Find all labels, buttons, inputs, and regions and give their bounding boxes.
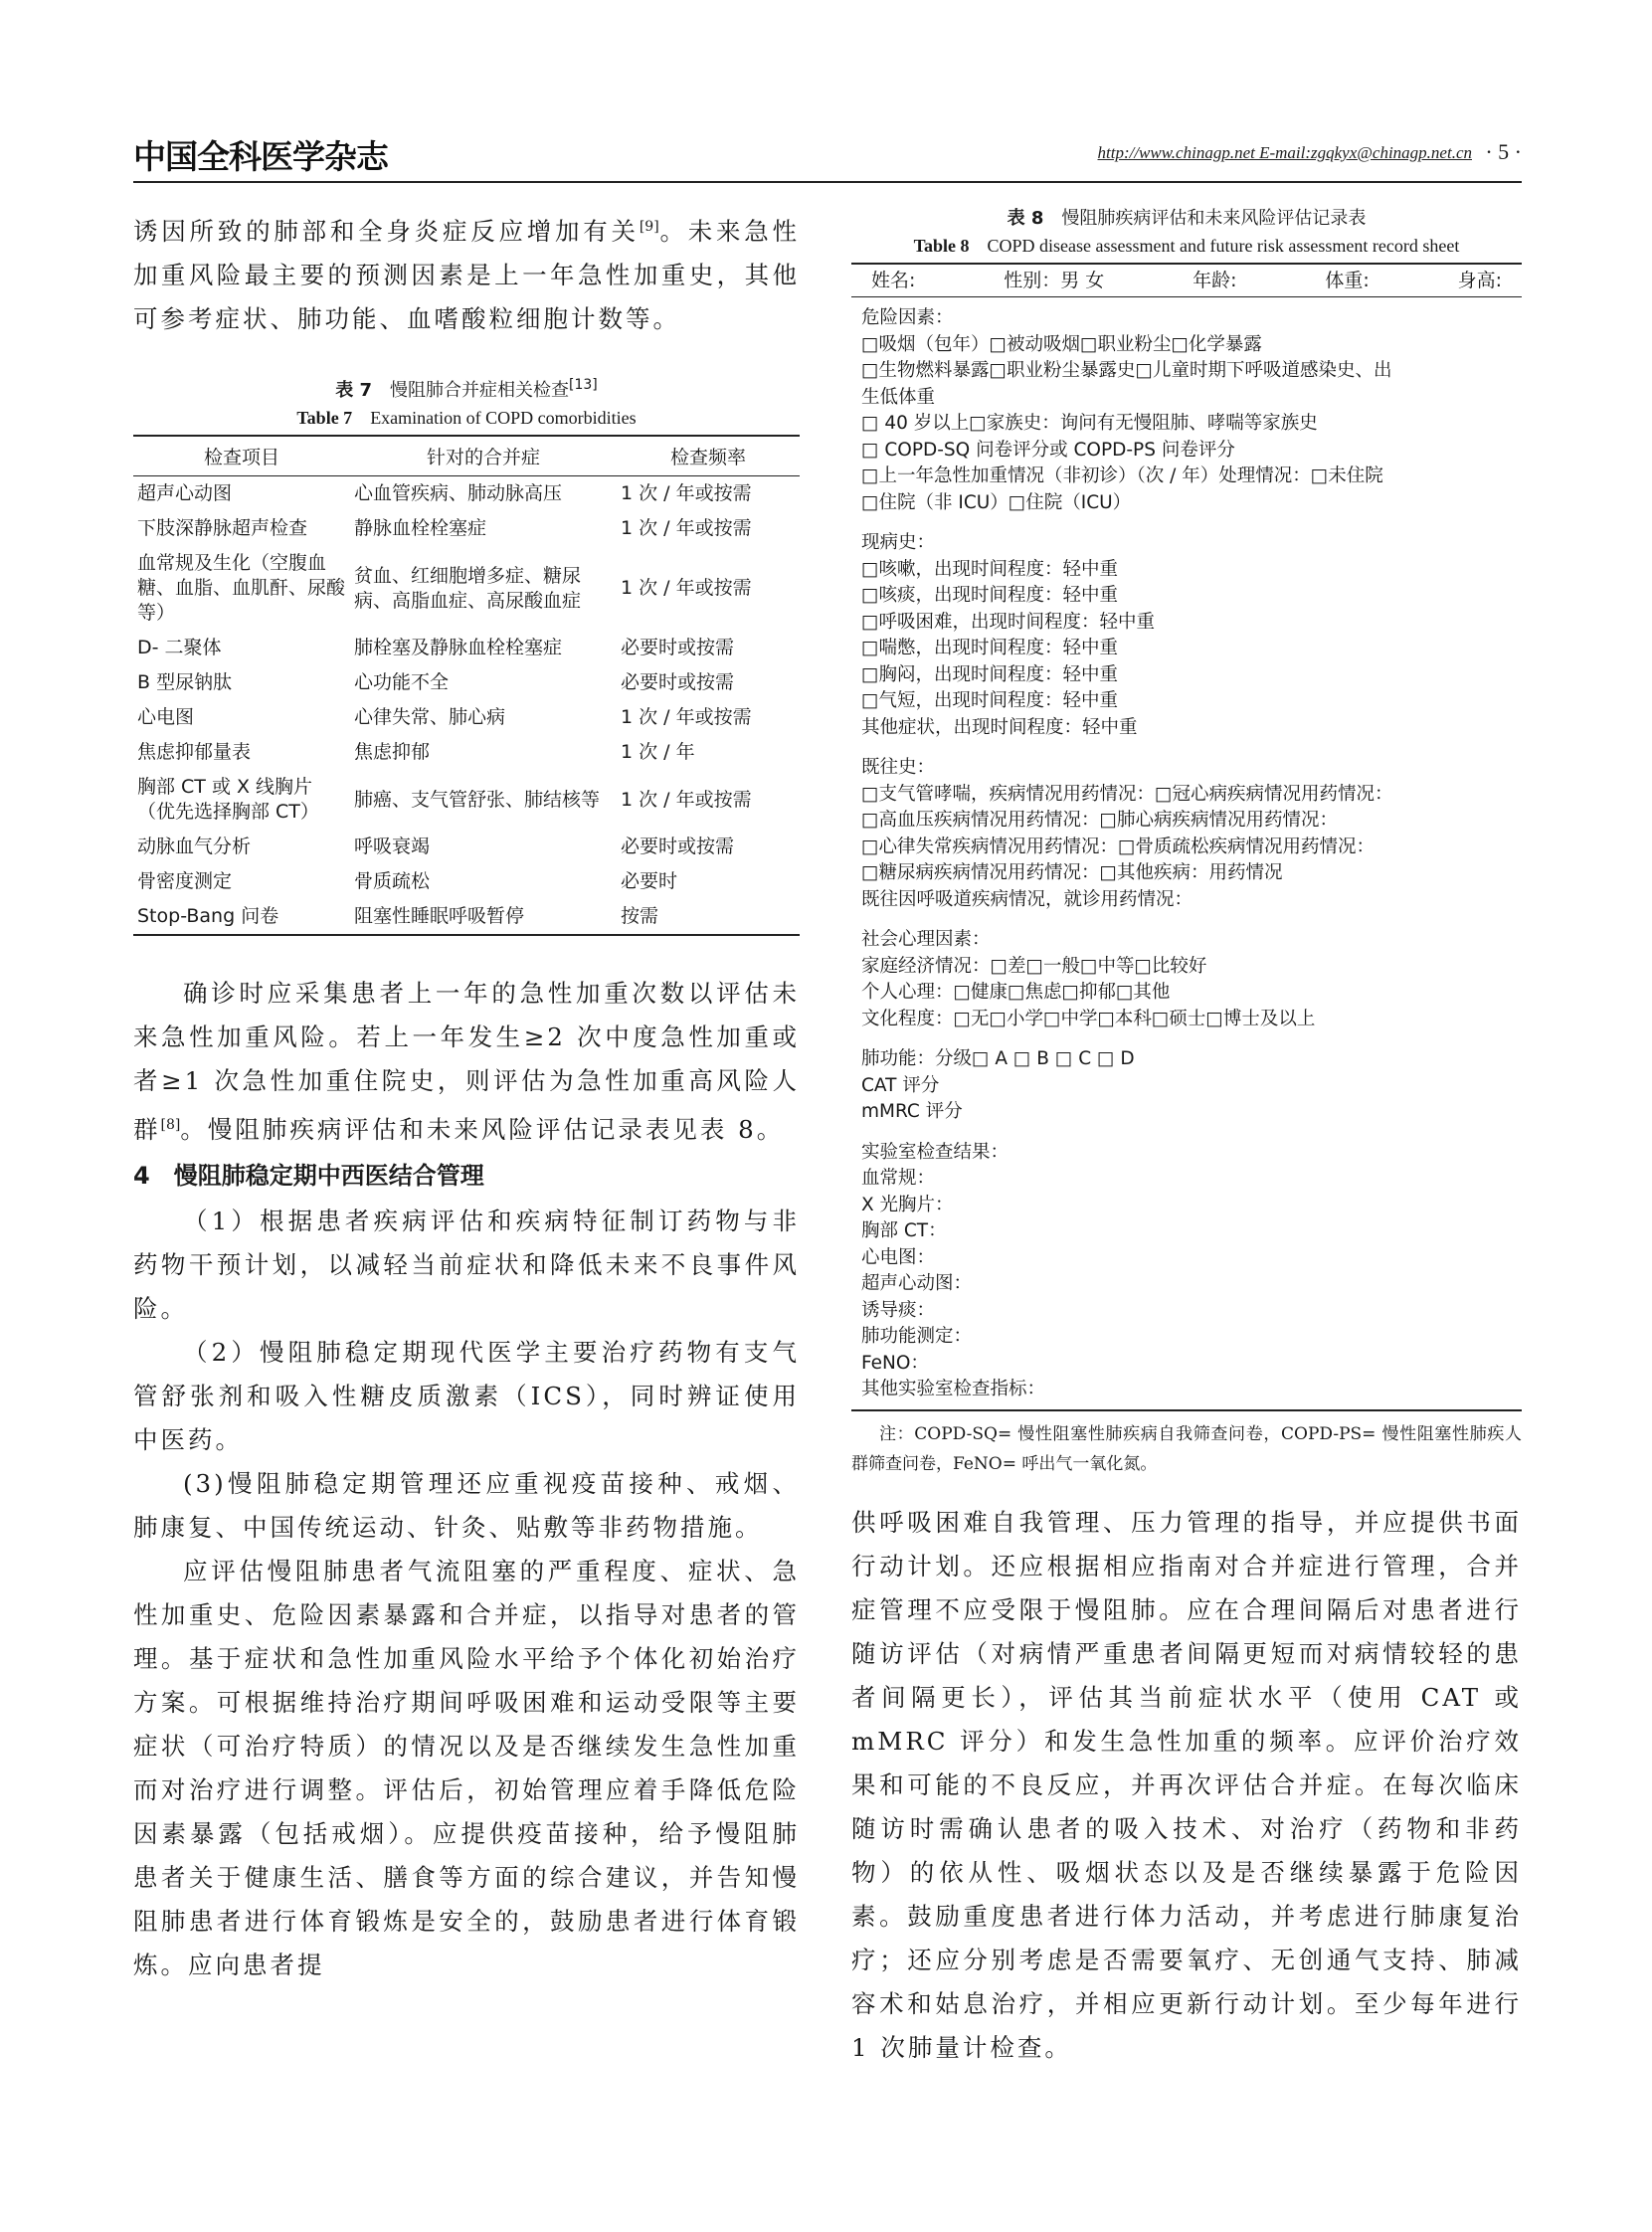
record-line: □咳痰，出现时间程度：轻中重	[861, 585, 1118, 606]
table-cell: 阻塞性睡眠呼吸暂停	[350, 899, 617, 935]
header-rule	[133, 181, 1522, 183]
table-row	[133, 631, 800, 665]
record-line: □糖尿病疾病情况用药情况：□其他疾病：用药情况	[861, 862, 1283, 883]
right-column	[851, 205, 1522, 2070]
record-line: 胸部 CT：	[861, 1220, 947, 1241]
group-title: 既往史：	[861, 757, 936, 778]
record-line: □喘憋，出现时间程度：轻中重	[861, 638, 1118, 658]
table-cell: 必要时	[621, 870, 678, 893]
table7-header: 检查频率	[617, 436, 800, 476]
table-cell: 1 次 / 年	[621, 741, 695, 764]
journal-url[interactable]: http://www.chinagp.net E-mail:zgqkyx@chinagp.net.cn	[1097, 143, 1472, 162]
table8	[851, 263, 1522, 1411]
table-cell: 动脉血气分析	[137, 836, 252, 858]
record-line: 诱导痰：	[861, 1299, 936, 1321]
table7-citation: [13]	[569, 377, 598, 394]
record-line: X 光胸片：	[861, 1194, 954, 1215]
table-cell: 心律失常、肺心病	[354, 706, 506, 729]
gender-field: 性别：男 女	[1004, 270, 1105, 291]
table-row	[133, 899, 800, 935]
table-cell: 下肢深静脉超声检查	[137, 517, 308, 540]
record-line: 既往因呼吸道疾病情况，就诊用药情况：	[861, 888, 1193, 910]
record-line: □生物燃料暴露□职业粉尘暴露史□儿童时期下呼吸道感染史、出	[861, 360, 1392, 381]
group-title: 实验室检查结果：	[861, 1141, 1010, 1163]
diagnosis-paragraph	[133, 972, 800, 1152]
table8-body	[851, 297, 1522, 1411]
record-group	[861, 1046, 1512, 1126]
group-title: 危险因素：	[861, 307, 954, 328]
table8-note: 注：COPD-SQ= 慢性阻塞性肺疾病自我筛查问卷，COPD-PS= 慢性阻塞性肺疾人群筛查问卷，FeNO= 呼出气一氧化氮。	[851, 1423, 1522, 1474]
group-title: 肺功能：分级□ A □ B □ C □ D	[861, 1048, 1135, 1069]
table8-caption-cn	[851, 205, 1522, 233]
table-cell: 焦虑抑郁	[354, 741, 431, 764]
page-header	[133, 121, 1522, 181]
diagnosis-text-b: 。慢阻肺疾病评估和未来风险评估记录表见表 8。	[180, 1115, 785, 1145]
table-cell: 必要时或按需	[621, 637, 735, 659]
table-cell: Stop-Bang 问卷	[133, 899, 350, 935]
record-group	[861, 755, 1512, 913]
table-cell: 超声心动图	[137, 482, 233, 505]
table8-header-row	[851, 263, 1522, 297]
record-line: □吸烟（包年）□被动吸烟□职业粉尘□化学暴露	[861, 333, 1262, 355]
table-cell: 按需	[617, 899, 800, 935]
table-cell: 骨密度测定	[137, 870, 233, 893]
table-cell: 胸部 CT 或 X 线胸片（优先选择胸部 CT）	[137, 776, 319, 824]
table7-title-en: Examination of COPD comorbidities	[370, 408, 637, 429]
table-row	[133, 546, 800, 631]
record-line: 个人心理：□健康□焦虑□抑郁□其他	[861, 982, 1171, 1003]
record-line: mMRC 评分	[861, 1101, 963, 1122]
record-line: □支气管哮喘，疾病情况用药情况：□冠心病疾病情况用药情况：	[861, 783, 1393, 805]
table8-caption-en	[851, 233, 1522, 259]
table-row	[133, 864, 800, 899]
group-title: 社会心理因素：	[861, 929, 991, 950]
table7-label-en: Table 7	[296, 408, 353, 429]
record-line: □胸闷，出现时间程度：轻中重	[861, 663, 1118, 685]
paragraph-2: （2）慢阻肺稳定期现代医学主要治疗药物有支气管舒张剂和吸入性糖皮质激素（ICS），同时辨证使用中医药。	[133, 1338, 800, 1455]
table-cell: 心电图	[137, 706, 195, 729]
table7-header: 检查项目	[133, 436, 350, 476]
record-line: □高血压疾病情况用药情况：□肺心病疾病情况用药情况：	[861, 810, 1338, 831]
table7-title: 慢阻肺合并症相关检查	[390, 380, 570, 402]
record-line: □呼吸困难，出现时间程度：轻中重	[861, 611, 1155, 633]
table7-caption-cn	[133, 371, 800, 405]
table-cell: D- 二聚体	[137, 637, 222, 659]
journal-title: 中国全科医学杂志	[133, 137, 388, 176]
table-cell: 骨质疏松	[354, 870, 431, 893]
table-cell: 贫血、红细胞增多症、糖尿病、高脂血症、高尿酸血症	[354, 564, 582, 612]
table-row	[133, 665, 800, 700]
table-cell: B 型尿钠肽	[137, 671, 233, 694]
record-line: 生低体重	[861, 386, 936, 408]
record-group	[861, 530, 1512, 741]
table7-caption-en	[133, 405, 800, 431]
paragraph-1: （1）根据患者疾病评估和疾病特征制订药物与非药物干预计划，以减轻当前症状和降低未来不良事件风险。	[133, 1207, 800, 1324]
record-line: 家庭经济情况：□差□一般□中等□比较好	[861, 955, 1207, 977]
table7	[133, 435, 800, 936]
table7-label: 表 7	[335, 380, 373, 402]
table-cell: 1 次 / 年或按需	[621, 517, 752, 540]
table-cell: 1 次 / 年或按需	[621, 788, 752, 811]
record-group	[861, 1140, 1512, 1403]
record-line: FeNO：	[861, 1352, 929, 1374]
weight-field: 体重:	[1325, 270, 1370, 291]
record-group	[861, 305, 1512, 516]
age-field: 年龄:	[1193, 270, 1237, 291]
record-line: □住院（非 ICU）□住院（ICU）	[861, 491, 1132, 513]
group-title: 现病史：	[861, 532, 936, 553]
table-cell: 1 次 / 年或按需	[621, 577, 752, 600]
table7-header: 针对的合并症	[350, 436, 617, 476]
intro-text-a: 诱因所致的肺部和全身炎症反应增加有关	[133, 217, 640, 247]
table-row	[133, 735, 800, 770]
record-line: CAT 评分	[861, 1074, 940, 1096]
height-field: 身高:	[1457, 270, 1502, 291]
name-field: 姓名:	[871, 270, 916, 291]
intro-paragraph	[133, 205, 800, 341]
record-line: 其他症状，出现时间程度：轻中重	[861, 716, 1138, 738]
paragraph-3: (3)慢阻肺稳定期管理还应重视疫苗接种、戒烟、肺康复、中国传统运动、针灸、贴敷等非药物措施。	[133, 1469, 800, 1543]
table-row	[133, 830, 800, 864]
table-cell: 必要时或按需	[621, 836, 735, 858]
record-line: □上一年急性加重情况（非初诊）（次 / 年）处理情况：□未住院	[861, 465, 1383, 486]
record-line: 心电图：	[861, 1246, 936, 1268]
table-row	[133, 700, 800, 735]
left-column	[133, 205, 800, 1987]
paragraph-4: 应评估慢阻肺患者气流阻塞的严重程度、症状、急性加重史、危险因素暴露和合并症，以指导对患者的管理。基于症状和急性加重风险水平给予个体化初始治疗方案。可根据维持治疗期间呼吸困难和运动受限等主要症状（可治疗特质）的情况以及是否继续发生急性加重而对治疗进行调整。评估后，初始管理应着手降低危险因素暴露（包括戒烟）。应提供疫苗接种，给予慢阻肺患者关于健康生活、膳食等方面的综合建议，并告知慢阻肺患者进行体育锻炼是安全的，鼓励患者进行体育锻炼。应向患者提	[133, 1557, 800, 1980]
record-group	[861, 927, 1512, 1032]
table-cell: 呼吸衰竭	[354, 836, 431, 858]
table-cell: 血常规及生化（空腹血糖、血脂、血肌酐、尿酸等）	[137, 552, 346, 625]
table8-label-en: Table 8	[913, 236, 970, 256]
record-line: 肺功能测定：	[861, 1326, 973, 1347]
record-line: □ COPD-SQ 问卷评分或 COPD-PS 问卷评分	[861, 439, 1235, 461]
table-cell: 肺癌、支气管舒张、肺结核等	[354, 788, 601, 811]
record-line: □气短，出现时间程度：轻中重	[861, 690, 1118, 711]
table-cell: 肺栓塞及静脉血栓栓塞症	[354, 637, 563, 659]
record-line: 文化程度：□无□小学□中学□本科□硕士□博士及以上	[861, 1008, 1316, 1029]
citation: [8]	[160, 1117, 181, 1134]
table8-label: 表 8	[1007, 208, 1044, 229]
intro-text-b: 。未来急性加重风险最主要的预测因素是上一年急性加重史，其他可参考症状、肺功能、血嗜酸粒细胞计数等。	[133, 217, 801, 334]
record-line: □心律失常疾病情况用药情况：□骨质疏松疾病情况用药情况：	[861, 836, 1375, 857]
table-cell: 静脉血栓栓塞症	[354, 517, 487, 540]
continued-paragraph: 供呼吸困难自我管理、压力管理的指导，并应提供书面行动计划。还应根据相应指南对合并症进行管理，合并症管理不应受限于慢阻肺。应在合理间隔后对患者进行随访评估（对病情严重患者间隔更短而对病情较轻的患者间隔更长），评估其当前症状水平（使用 CAT 或 mMRC 评分）和发生急性加重的频率。应评价治疗效果和可能的不良反应，并再次评估合并症。在每次临床随访时需确认患者的吸入技术、对治疗（药物和非药物）的依从性、吸烟状态以及是否继续暴露于危险因素。鼓励重度患者进行体力活动，并考虑进行肺康复治疗；还应分别考虑是否需要氧疗、无创通气支持、肺减容术和姑息治疗，并相应更新行动计划。至少每年进行 1 次肺量计检查。	[851, 1507, 1522, 2062]
table-cell: 心功能不全	[354, 671, 450, 694]
section-heading: 4 慢阻肺稳定期中西医结合管理	[133, 1162, 484, 1191]
table-cell: 心血管疾病、肺动脉高压	[354, 482, 563, 505]
table8-title: 慢阻肺疾病评估和未来风险评估记录表	[1061, 208, 1367, 229]
diagnosis-text-a: 确诊时应采集患者上一年的急性加重次数以评估未来急性加重风险。若上一年发生≥2 次中度急性加重或者≥1 次急性加重住院史，则评估为急性加重高风险人群	[133, 979, 800, 1145]
table-cell: 1 次 / 年或按需	[621, 482, 752, 505]
table-row	[133, 476, 800, 512]
record-line: 超声心动图：	[861, 1273, 973, 1294]
table-row	[133, 511, 800, 546]
table-cell: 必要时或按需	[621, 671, 735, 694]
record-line: 其他实验室检查指标：	[861, 1379, 1046, 1399]
table8-title-en: COPD disease assessment and future risk assessment record sheet	[987, 236, 1460, 256]
page-number: · 5 ·	[1485, 139, 1522, 164]
table-cell: 焦虑抑郁量表	[137, 741, 252, 764]
record-line: 血常规：	[861, 1168, 936, 1189]
record-line: □ 40 岁以上□家族史：询问有无慢阻肺、哮喘等家族史	[861, 413, 1318, 434]
table-cell: 1 次 / 年或按需	[621, 706, 752, 729]
citation: [9]	[639, 219, 659, 235]
table-row	[133, 770, 800, 830]
table7-body	[133, 476, 800, 936]
record-line: □咳嗽，出现时间程度：轻中重	[861, 558, 1118, 580]
